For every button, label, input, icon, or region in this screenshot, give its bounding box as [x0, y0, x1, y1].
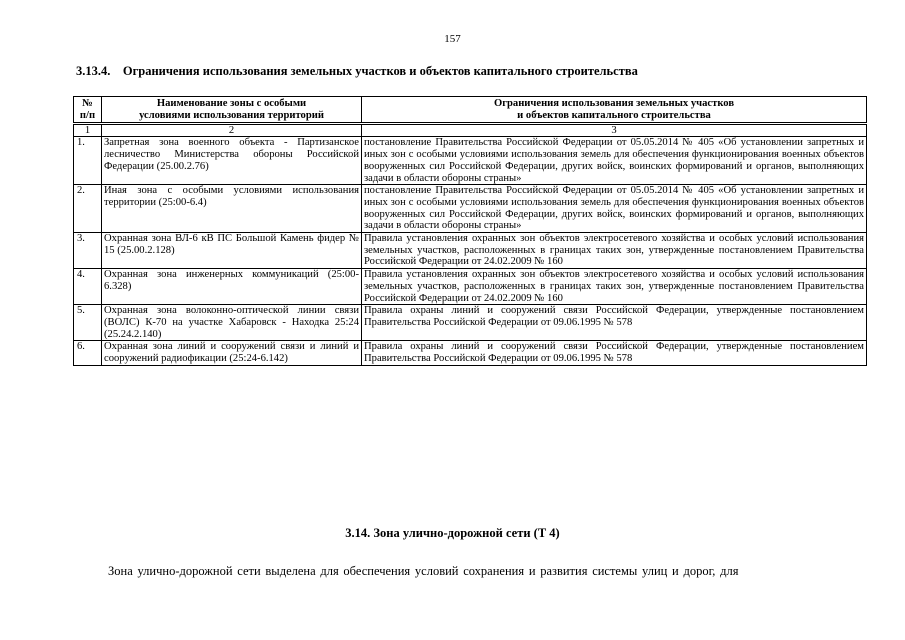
row-number: 4.: [74, 269, 102, 305]
restriction-text: постановление Правительства Российской Федерации от 05.05.2014 № 405 «Об установлении запретных и иных зон с особыми условиями использования земель для обеспечения функционирования военных объектов вооруженных сил Российской Федерации, других войск, воинских формирований и органов, выполняющих задачи в области обороны страны»: [362, 185, 867, 233]
header-limit-line2: и объектов капитального строительства: [517, 109, 711, 121]
subsection-title: 3.14. Зона улично-дорожной сети (Т 4): [345, 526, 560, 540]
restrictions-table: [73, 96, 867, 366]
column-number: 1: [74, 124, 102, 137]
header-num: [74, 97, 102, 124]
column-numbers-row: [74, 124, 867, 137]
restriction-text: Правила установления охранных зон объектов электросетевого хозяйства и особых условий использования земельных участков, расположенных в границах таких зон, утвержденные постановлением Правительства Российской Федерации от 24.02.2009 № 160: [362, 233, 867, 269]
table-header-row: [74, 97, 867, 124]
zone-name: Иная зона с особыми условиями использования территории (25:00-6.4): [102, 185, 362, 233]
header-limit: [362, 97, 867, 124]
restriction-text: постановление Правительства Российской Федерации от 05.05.2014 № 405 «Об установлении запретных и иных зон с особыми условиями использования земель для обеспечения функционирования военных объектов вооруженных сил Российской Федерации, других войск, воинских формирований и органов, выполняющих задачи в области обороны страны»: [362, 137, 867, 185]
zone-name: Охранная зона ВЛ-6 кВ ПС Большой Камень фидер № 15 (25.00.2.128): [102, 233, 362, 269]
body-paragraph: Зона улично-дорожной сети выделена для обеспечения условий сохранения и развития системы улиц и дорог, для: [108, 564, 739, 578]
header-num-line2: п/п: [79, 109, 96, 121]
zone-name: Охранная зона волоконно-оптической линии связи (ВОЛС) К-70 на участке Хабаровск - Находка 25:24 (25.24.2.140): [102, 305, 362, 341]
column-number: 2: [102, 124, 362, 137]
header-zone-line2: условиями использования территорий: [139, 109, 324, 121]
table-row: [74, 269, 867, 305]
column-number: 3: [362, 124, 867, 137]
table-row: [74, 185, 867, 233]
zone-name: Охранная зона инженерных коммуникаций (25:00-6.328): [102, 269, 362, 305]
header-num-line1: №: [82, 98, 93, 109]
header-zone: [102, 97, 362, 124]
header-limit-line1: Ограничения использования земельных участков: [493, 98, 735, 109]
table-row: [74, 137, 867, 185]
restriction-text: Правила установления охранных зон объектов электросетевого хозяйства и особых условий использования земельных участков, расположенных в границах таких зон, утвержденные постановлением Правительства Российской Федерации от 24.02.2009 № 160: [362, 269, 867, 305]
row-number: 6.: [74, 341, 102, 365]
restriction-text: Правила охраны линий и сооружений связи Российской Федерации, утвержденные постановлением Правительства Российской Федерации от 09.06.1995 № 578: [362, 305, 867, 341]
section-title: 3.13.4. Ограничения использования земельных участков и объектов капитального строительства: [76, 64, 638, 78]
page-number: 157: [444, 33, 461, 45]
table-row: [74, 305, 867, 341]
table-row: [74, 233, 867, 269]
restriction-text: Правила охраны линий и сооружений связи Российской Федерации, утвержденные постановлением Правительства Российской Федерации от 09.06.1995 № 578: [362, 341, 867, 365]
row-number: 2.: [74, 185, 102, 233]
zone-name: Запретная зона военного объекта - Партизанское лесничество Министерства обороны Российской Федерации (25.00.2.76): [102, 137, 362, 185]
table-row: [74, 341, 867, 365]
row-number: 5.: [74, 305, 102, 341]
row-number: 1.: [74, 137, 102, 185]
zone-name: Охранная зона линий и сооружений связи и линий и сооружений радиофикации (25:24-6.142): [102, 341, 362, 365]
header-zone-line1: Наименование зоны с особыми: [156, 98, 307, 109]
row-number: 3.: [74, 233, 102, 269]
